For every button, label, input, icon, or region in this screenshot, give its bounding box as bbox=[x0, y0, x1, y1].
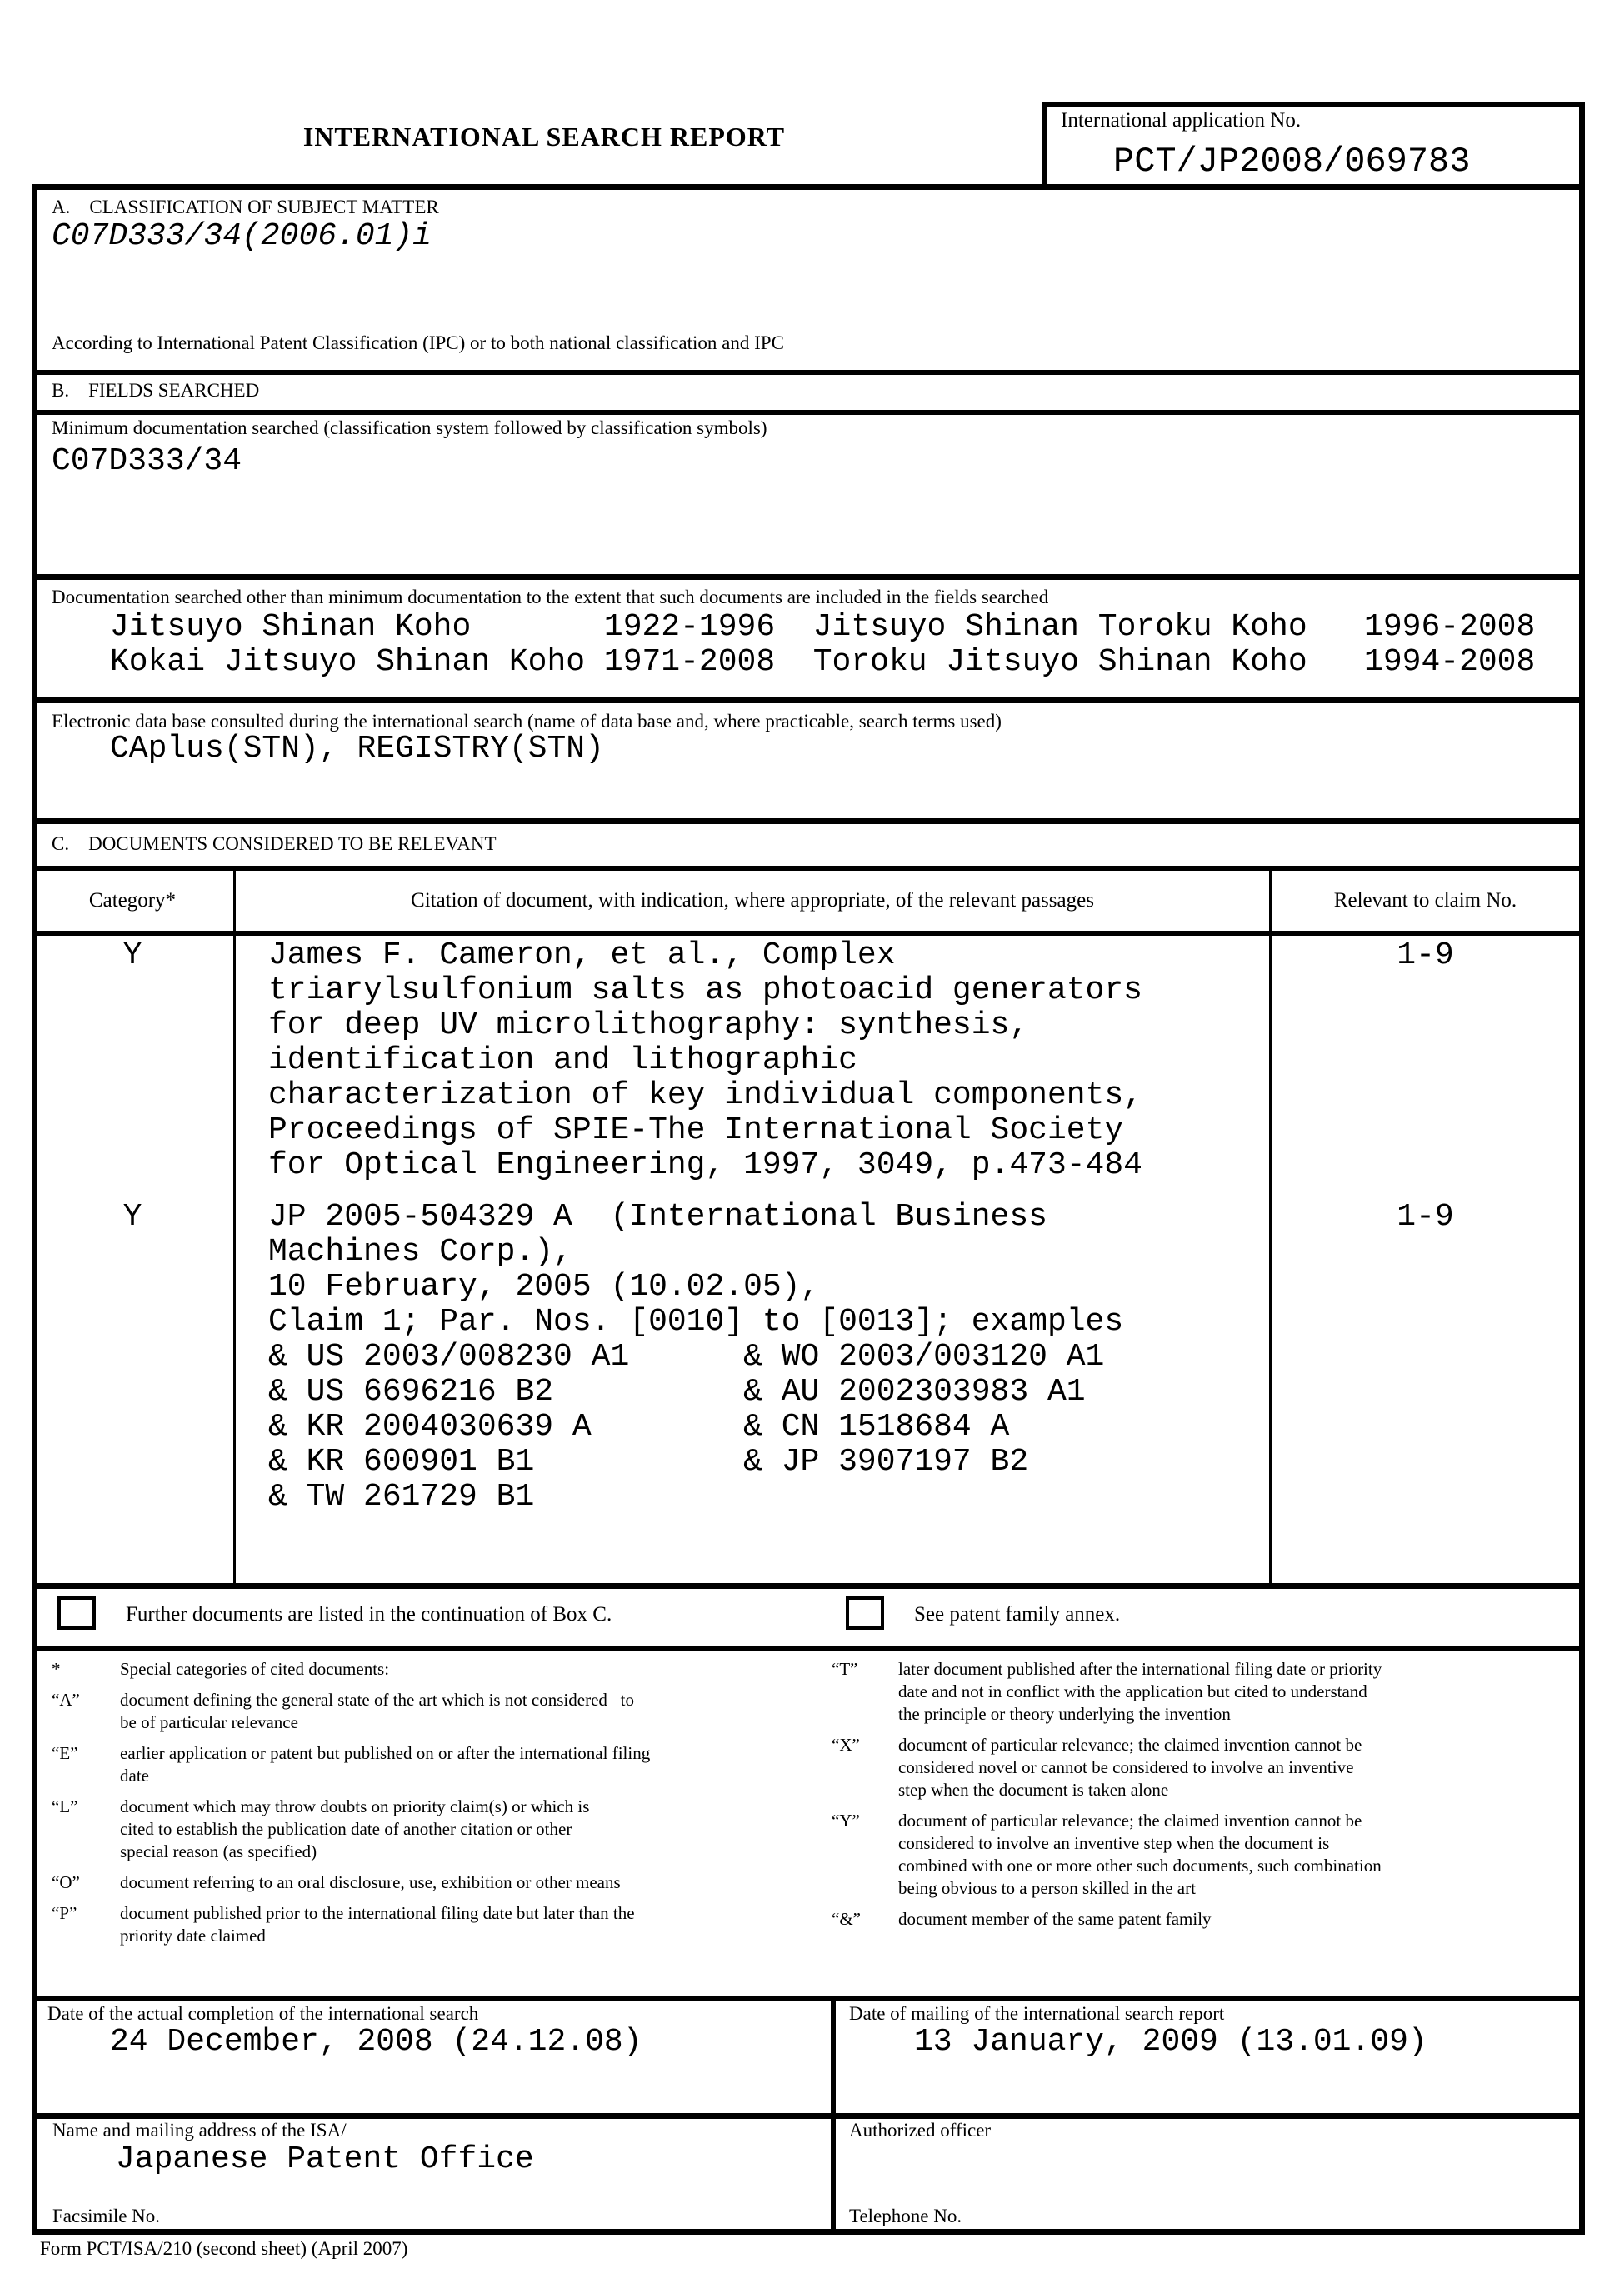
divider-line bbox=[32, 370, 1585, 375]
legend-text: Special categories of cited documents: bbox=[120, 1659, 390, 1679]
section-a-label: A. CLASSIFICATION OF SUBJECT MATTER bbox=[52, 197, 439, 217]
table-row-citation: James F. Cameron, et al., Complex triarylsulfonium salts as photoacid generators for deep UV microlithography: synthesis, identification and lithographic characterization of key individual components, Proceedings of SPIE-The International Society for Optical Engineering, 1997, 3049, p.473-484 bbox=[268, 937, 1142, 1183]
legend-tag: “X” bbox=[832, 1735, 860, 1755]
column-header-citation: Citation of document, with indication, where appropriate, of the relevant passages bbox=[411, 889, 1094, 912]
legend-tag: “A” bbox=[52, 1690, 80, 1710]
column-header-relevant: Relevant to claim No. bbox=[1333, 889, 1517, 912]
legend-tag: “P” bbox=[52, 1903, 77, 1923]
legend-text: document of particular relevance; the claimed invention cannot be considered novel or cannot be considered to involve an inventive step when the document is taken alone bbox=[898, 1735, 1362, 1800]
table-row-relevant: 1-9 bbox=[1397, 937, 1454, 973]
legend-text: later document published after the international filing date or priority date and not in conflict with the application but cited to understand the principle or theory underlying the invention bbox=[898, 1659, 1382, 1724]
legend-right-column bbox=[832, 1658, 1573, 1939]
edb-label: Electronic data base consulted during the international search (name of data base and, where practicable, search terms used) bbox=[52, 711, 1002, 732]
legend-item bbox=[52, 1796, 802, 1863]
completion-date-value: 24 December, 2008 (24.12.08) bbox=[110, 2024, 642, 2060]
header-box-left-border bbox=[1042, 102, 1047, 190]
completion-date-label: Date of the actual completion of the international search bbox=[47, 2003, 479, 2024]
legend-tag: “Y” bbox=[832, 1811, 860, 1831]
telephone-label: Telephone No. bbox=[849, 2206, 962, 2226]
section-c-label: C. DOCUMENTS CONSIDERED TO BE RELEVANT bbox=[52, 833, 497, 854]
mailing-date-label: Date of mailing of the international search report bbox=[849, 2003, 1225, 2024]
legend-tag: “O” bbox=[52, 1872, 80, 1892]
legend-item bbox=[52, 1658, 802, 1681]
frame-bottom-border bbox=[32, 2229, 1585, 2235]
divider-line bbox=[32, 1996, 1585, 2001]
min-doc-value: C07D333/34 bbox=[52, 443, 242, 479]
divider-line bbox=[32, 410, 1585, 415]
legend-left-column bbox=[52, 1658, 802, 1956]
legend-text: document referring to an oral disclosure, use, exhibition or other means bbox=[120, 1872, 621, 1892]
page-title: INTERNATIONAL SEARCH REPORT bbox=[302, 122, 786, 152]
legend-text: document defining the general state of the art which is not considered to be of particular relevance bbox=[120, 1690, 634, 1732]
legend-tag: “E” bbox=[52, 1743, 78, 1763]
legend-item bbox=[52, 1902, 802, 1947]
bottom-column-divider bbox=[831, 1996, 836, 2235]
mailing-date-value: 13 January, 2009 (13.01.09) bbox=[914, 2024, 1427, 2060]
legend-tag: * bbox=[52, 1659, 61, 1679]
classification-value: C07D333/34(2006.01)i bbox=[52, 218, 432, 254]
min-doc-label: Minimum documentation searched (classification system followed by classification symbols) bbox=[52, 417, 767, 438]
legend-text: earlier application or patent but published on or after the international filing date bbox=[120, 1743, 651, 1786]
legend-text: document of particular relevance; the claimed invention cannot be considered to involve an inventive step when the document is combined with one or more other such documents, such combination being obvious to a person skilled in the art bbox=[898, 1811, 1382, 1898]
further-documents-checkbox[interactable] bbox=[57, 1596, 96, 1630]
legend-text: document which may throw doubts on priority claim(s) or which is cited to establish the publication date of another citation or other special reason (as specified) bbox=[120, 1796, 590, 1861]
edb-value: CAplus(STN), REGISTRY(STN) bbox=[110, 731, 604, 767]
divider-line bbox=[32, 818, 1585, 824]
further-documents-label: Further documents are listed in the continuation of Box C. bbox=[126, 1603, 612, 1626]
isa-name-label: Name and mailing address of the ISA/ bbox=[52, 2120, 347, 2141]
table-row-citation: JP 2005-504329 A (International Business Machines Corp.), 10 February, 2005 (10.02.05), Claim 1; Par. Nos. [0010] to [0013]; examples & US 2003/008230 A1 & WO 2003/003120 A1 & US 6696216 B2 & AU 2002303983 A1 & KR 2004030639 A & CN 1518684 A & KR 600901 B1 & JP 3907197 B2 & TW 261729 B1 bbox=[268, 1199, 1124, 1515]
application-no-value: PCT/JP2008/069783 bbox=[1113, 142, 1471, 182]
other-doc-label: Documentation searched other than minimum documentation to the extent that such documents are included in the fields searched bbox=[52, 587, 1049, 607]
header-box-top-border bbox=[1042, 102, 1585, 107]
frame-top-border bbox=[32, 184, 1585, 190]
table-column-divider bbox=[233, 866, 236, 1583]
legend-item bbox=[52, 1689, 802, 1734]
legend-item bbox=[832, 1908, 1573, 1931]
patent-family-annex-checkbox[interactable] bbox=[846, 1596, 884, 1630]
form-note: Form PCT/ISA/210 (second sheet) (April 2007) bbox=[40, 2238, 408, 2259]
legend-item bbox=[52, 1742, 802, 1787]
column-header-category: Category* bbox=[88, 889, 177, 912]
divider-line bbox=[32, 574, 1585, 580]
divider-line bbox=[32, 1646, 1585, 1651]
isa-name-value: Japanese Patent Office bbox=[116, 2141, 534, 2177]
legend-tag: “T” bbox=[832, 1659, 858, 1679]
section-b-label: B. FIELDS SEARCHED bbox=[52, 380, 260, 401]
patent-family-annex-label: See patent family annex. bbox=[914, 1603, 1121, 1626]
facsimile-label: Facsimile No. bbox=[52, 2206, 161, 2226]
legend-item bbox=[832, 1810, 1573, 1900]
legend-item bbox=[832, 1658, 1573, 1726]
table-header-border bbox=[32, 931, 1585, 936]
table-row-relevant: 1-9 bbox=[1397, 1199, 1454, 1235]
table-row-category: Y bbox=[122, 937, 142, 973]
table-bottom-border bbox=[32, 1583, 1585, 1589]
legend-tag: “&” bbox=[832, 1909, 861, 1929]
table-row-category: Y bbox=[122, 1199, 142, 1235]
divider-line bbox=[32, 697, 1585, 703]
legend-item bbox=[832, 1734, 1573, 1801]
divider-line bbox=[32, 2113, 1585, 2119]
legend-tag: “L” bbox=[52, 1796, 78, 1816]
other-doc-lines: Jitsuyo Shinan Koho 1922-1996 Jitsuyo Shinan Toroku Koho 1996-2008 Kokai Jitsuyo Shinan Koho 1971-2008 Toroku Jitsuyo Shinan Koho 1994-2008 bbox=[110, 609, 1536, 680]
legend-text: document member of the same patent family bbox=[898, 1909, 1212, 1929]
legend-text: document published prior to the international filing date but later than the priority date claimed bbox=[120, 1903, 635, 1946]
authorized-officer-label: Authorized officer bbox=[849, 2120, 992, 2141]
application-no-label: International application No. bbox=[1061, 109, 1302, 132]
frame-right-border bbox=[1579, 102, 1585, 2235]
ipc-note: According to International Patent Classification (IPC) or to both national classification and IPC bbox=[52, 332, 784, 353]
legend-item bbox=[52, 1871, 802, 1894]
